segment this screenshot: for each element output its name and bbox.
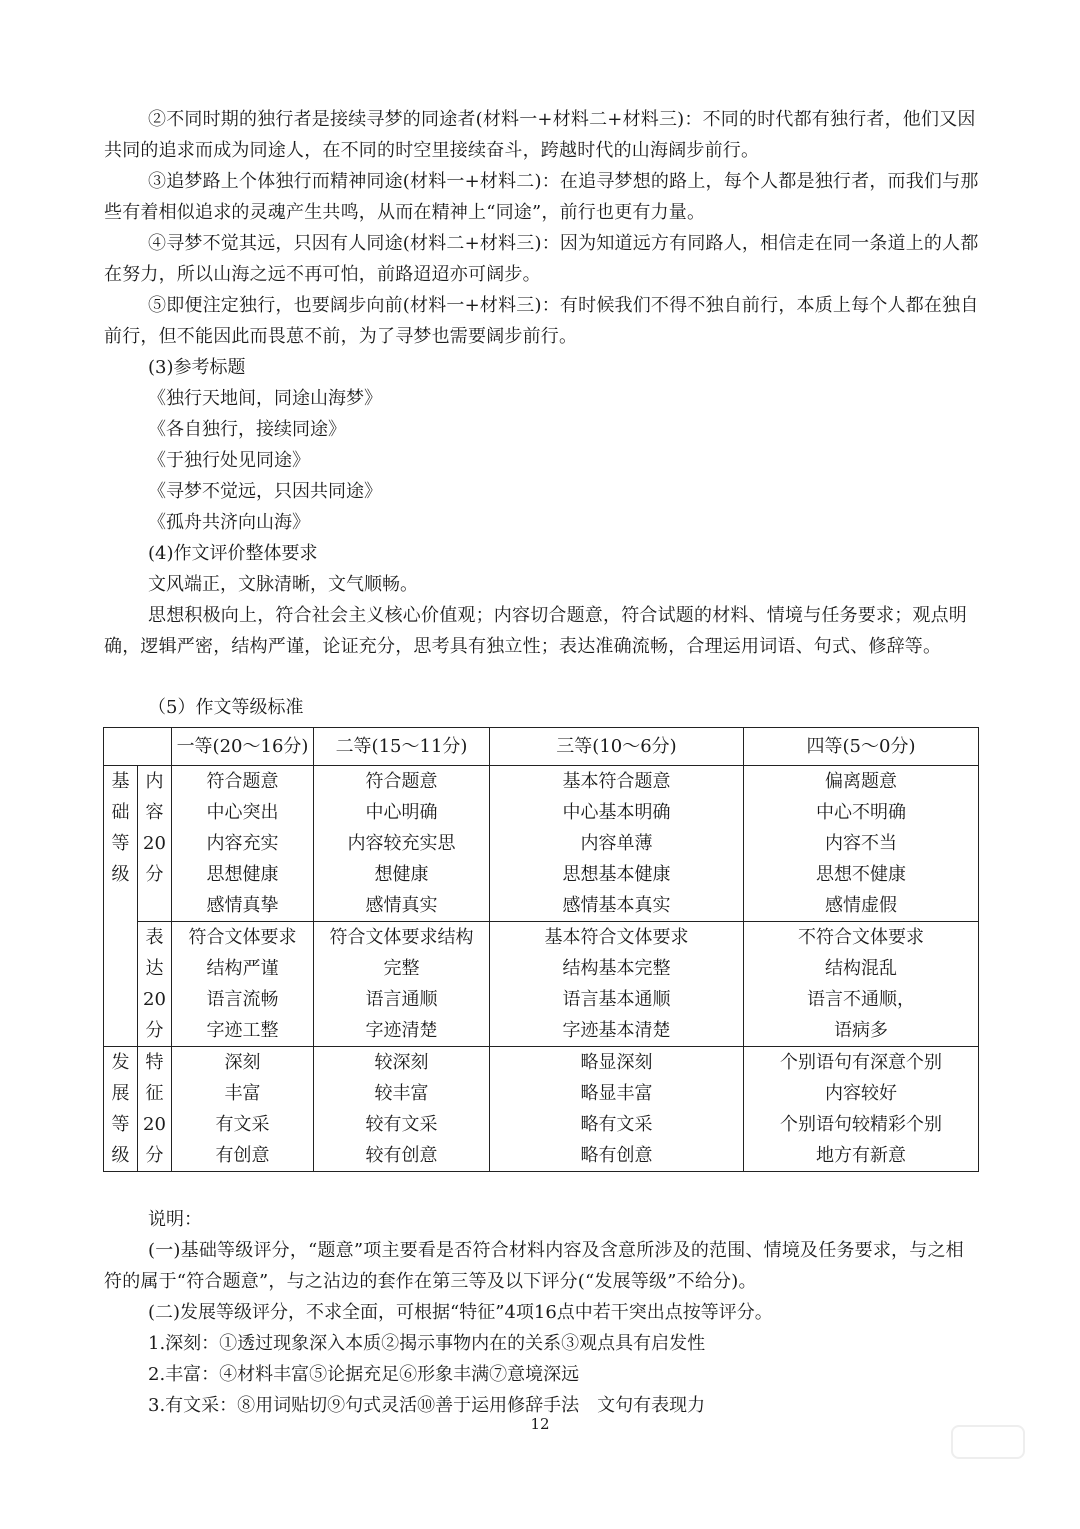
feature-grade-4: 个别语句有深意个别 内容较好 个别语句较精彩个别 地方有新意 bbox=[744, 1047, 979, 1172]
feature-grade-3: 略显深刻 略显丰富 略有文采 略有创意 bbox=[490, 1047, 744, 1172]
content-grade-4: 偏离题意 中心不明确 内容不当 思想不健康 感情虚假 bbox=[744, 766, 979, 922]
table-header-row bbox=[104, 728, 979, 766]
note-item-3: 3.有文采：⑧用词贴切⑨句式灵活⑩善于运用修辞手法 文句有表现力 bbox=[148, 1395, 706, 1416]
note-item-1: 1.深刻：①透过现象深入本质②揭示事物内在的关系③观点具有启发性 bbox=[148, 1333, 706, 1354]
notes-heading: 说明： bbox=[148, 1209, 202, 1230]
header-grade-4: 四等(5～0分) bbox=[744, 728, 979, 766]
requirements-line-2: 思想积极向上，符合社会主义核心价值观；内容切合题意，符合试题的材料、情境与任务要求；观点明确，逻辑严密，结构严谨，论证充分，思考具有独立性；表达准确流畅，合理运用词语、句式、修辞等。 bbox=[104, 605, 967, 657]
paragraph-4: ④寻梦不觉其远，只因有人同途(材料二+材料三)：因为知道远方有同路人，相信走在同一条道上的人都在努力，所以山海之远不再可怕，前路迢迢亦可阔步。 bbox=[104, 233, 979, 285]
content-label: 内 容 20 分 bbox=[138, 766, 172, 922]
table-row-expression bbox=[104, 922, 979, 1047]
note-1: (一)基础等级评分，“题意”项主要看是否符合材料内容及含意所涉及的范围、情境及任务要求，与之相符的属于“符合题意”，与之沾边的套作在第三等及以下评分(“发展等级”不给分)。 bbox=[104, 1240, 964, 1292]
title-item: 《于独行处见同途》 bbox=[148, 450, 310, 471]
paragraph-2: ②不同时期的独行者是接续寻梦的同途者(材料一+材料二+材料三)：不同的时代都有独行者，他们又因共同的追求而成为同途人，在不同的时空里接续奋斗，跨越时代的山海阔步前行。 bbox=[104, 109, 976, 161]
feature-grade-2: 较深刻 较丰富 较有文采 较有创意 bbox=[314, 1047, 490, 1172]
requirements-line-1: 文风端正，文脉清晰，文气顺畅。 bbox=[148, 574, 418, 595]
paragraph-5: ⑤即便注定独行，也要阔步向前(材料一+材料三)：有时候我们不得不独自前行，本质上每个人都在独自前行，但不能因此而畏葸不前，为了寻梦也需要阔步前行。 bbox=[104, 295, 979, 347]
header-grade-2: 二等(15～11分) bbox=[314, 728, 490, 766]
header-grade-1: 一等(20～16分) bbox=[172, 728, 314, 766]
content-grade-1: 符合题意 中心突出 内容充实 思想健康 感情真挚 bbox=[172, 766, 314, 922]
title-item: 《寻梦不觉远，只因共同途》 bbox=[148, 481, 382, 502]
table-row-content bbox=[104, 766, 979, 922]
expression-grade-1: 符合文体要求 结构严谨 语言流畅 字迹工整 bbox=[172, 922, 314, 1047]
note-2: (二)发展等级评分，不求全面，可根据“特征”4项16点中若干突出点按等评分。 bbox=[148, 1302, 773, 1323]
page-number: 12 bbox=[530, 1415, 550, 1433]
title-item: 《孤舟共济向山海》 bbox=[148, 512, 310, 533]
requirements-heading: (4)作文评价整体要求 bbox=[148, 543, 318, 564]
header-grade-3: 三等(10～6分) bbox=[490, 728, 744, 766]
expression-grade-3: 基本符合文体要求 结构基本完整 语言基本通顺 字迹基本清楚 bbox=[490, 922, 744, 1047]
expression-label: 表 达 20 分 bbox=[138, 922, 172, 1047]
watermark-logo bbox=[951, 1425, 1025, 1459]
empty-header-cell bbox=[104, 728, 172, 766]
title-item: 《独行天地间，同途山海梦》 bbox=[148, 388, 382, 409]
paragraph-3: ③追梦路上个体独行而精神同途(材料一+材料二)：在追寻梦想的路上，每个人都是独行者，而我们与那些有着相似追求的灵魂产生共鸣，从而在精神上“同途”，前行也更有力量。 bbox=[104, 171, 979, 223]
content-grade-2: 符合题意 中心明确 内容较充实思 想健康 感情真实 bbox=[314, 766, 490, 922]
titles-heading: (3)参考标题 bbox=[148, 357, 246, 378]
grading-heading: （5）作文等级标准 bbox=[148, 697, 304, 718]
basic-level-label: 基 础 等 级 bbox=[104, 766, 138, 1047]
development-level-label: 发 展 等 级 bbox=[104, 1047, 138, 1172]
title-item: 《各自独行，接续同途》 bbox=[148, 419, 346, 440]
note-item-2: 2.丰富：④材料丰富⑤论据充足⑥形象丰满⑦意境深远 bbox=[148, 1364, 580, 1385]
feature-label: 特 征 20 分 bbox=[138, 1047, 172, 1172]
grading-table bbox=[103, 727, 979, 1172]
table-row-feature bbox=[104, 1047, 979, 1172]
content-grade-3: 基本符合题意 中心基本明确 内容单薄 思想基本健康 感情基本真实 bbox=[490, 766, 744, 922]
feature-grade-1: 深刻 丰富 有文采 有创意 bbox=[172, 1047, 314, 1172]
expression-grade-4: 不符合文体要求 结构混乱 语言不通顺， 语病多 bbox=[744, 922, 979, 1047]
expression-grade-2: 符合文体要求结构 完整 语言通顺 字迹清楚 bbox=[314, 922, 490, 1047]
